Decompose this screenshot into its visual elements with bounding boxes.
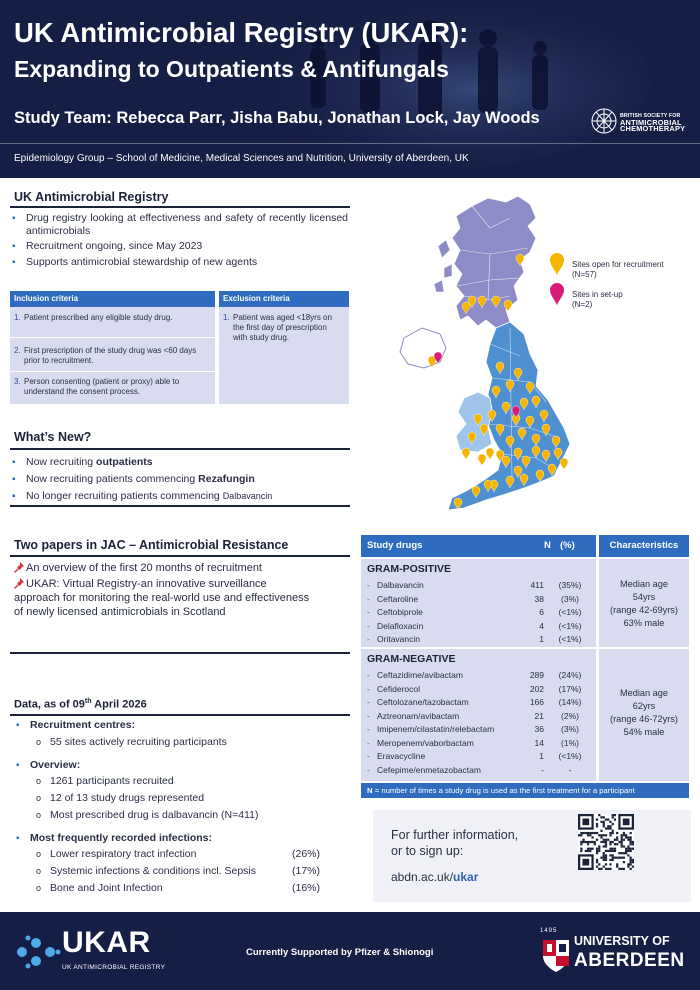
list-item: o 55 sites actively recruiting participants xyxy=(14,734,350,751)
drug-count: 14 xyxy=(534,737,544,748)
drug-name: Cefepime/enmetazobactam xyxy=(377,764,481,775)
papers-rule xyxy=(10,555,350,557)
whats-new-bottom-rule xyxy=(10,505,350,507)
drug-pct: (14%) xyxy=(558,697,582,707)
papers-bottom-rule xyxy=(10,652,350,654)
gram-positive-group: GRAM-POSITIVE - Dalbavancin 411 (35%) - Ceftaroline 38 (3%) - Ceftobiprole 6 (<1%) - Delafloxacin 4 (<1%) - Oritavancin 1 (<1%) xyxy=(361,559,596,647)
drug-pct: (3%) xyxy=(561,724,579,734)
drug-count: 36 xyxy=(534,724,544,734)
drug-pct: (<1%) xyxy=(558,751,582,761)
header-divider xyxy=(0,143,700,144)
study-team: Study Team: Rebecca Parr, Jisha Babu, Jonathan Lock, Jay Woods xyxy=(14,109,540,127)
legend-setup-pin-icon xyxy=(550,283,564,306)
characteristics-header: Characteristics xyxy=(599,535,689,557)
registry-bullets xyxy=(10,212,348,269)
drug-count: 21 xyxy=(534,710,544,721)
drug-count: 38 xyxy=(534,593,544,604)
drug-name: Ceftolozane/tazobactam xyxy=(377,697,469,707)
inclusion-item-3: 3. Person consenting (patient or proxy) able to understand the consent process. xyxy=(14,377,180,396)
support-text: Currently Supported by Pfizer & Shionogi xyxy=(246,947,434,958)
paper-item-2[interactable]: UKAR: Virtual Registry-an innovative surveillance approach for monitoring the real-world use and effectiveness of newly licensed antimicrobials in Scotland xyxy=(14,578,310,618)
uoa-line-2: ABERDEEN xyxy=(574,950,685,971)
drug-count: 289 xyxy=(529,670,544,680)
table-row: - Meropenem/vaborbactam 14 (1%) xyxy=(361,737,596,750)
list-item: ▪ Now recruiting patients commencing Rezafungin xyxy=(10,473,350,486)
table-row: - Cefiderocol 202 (17%) xyxy=(361,683,596,696)
list-item: o 12 of 13 study drugs represented xyxy=(14,790,350,807)
pushpin-icon xyxy=(14,578,24,589)
drug-pct: (17%) xyxy=(558,683,582,694)
drug-name: Dalbavancin xyxy=(377,580,424,590)
exclusion-header: Exclusion criteria xyxy=(219,291,349,307)
table-row: - Ceftobiprole 6 (<1%) xyxy=(361,606,596,619)
drug-count: 4 xyxy=(539,620,544,631)
table-row: - Ceftaroline 38 (3%) xyxy=(361,593,596,606)
drug-pct: (<1%) xyxy=(558,607,582,617)
drug-name: Meropenem/vaborbactam xyxy=(377,737,474,748)
exclusion-item-1: 1. Patient was aged <18yrs on the first day of prescription with study drug. xyxy=(223,313,332,342)
list-item: ▪ Now recruiting outpatients xyxy=(10,456,350,469)
affiliation: Epidemiology Group – School of Medicine, Medical Sciences and Nutrition, University of Aberdeen, UK xyxy=(14,153,469,164)
data-heading: Data, as of 09th April 2026 xyxy=(14,698,147,711)
site-open-pin xyxy=(560,458,568,470)
infection-row: o Lower respiratory tract infection (26%) xyxy=(14,846,350,863)
registry-heading: UK Antimicrobial Registry xyxy=(14,190,169,204)
list-item: ▪ Recruitment ongoing, since May 2023 xyxy=(10,240,348,253)
whats-new-rule xyxy=(10,448,350,450)
poster-title xyxy=(14,14,468,86)
recruitment-label: ▪ Recruitment centres: xyxy=(14,719,350,732)
site-open-pin xyxy=(486,448,494,460)
drug-name: Imipenem/cilastatin/relebactam xyxy=(377,724,495,734)
drug-count: 6 xyxy=(539,607,544,617)
table-row: - Cefepime/enmetazobactam - - xyxy=(361,764,596,777)
whats-new-list xyxy=(10,456,350,503)
table-row: - Eravacycline 1 (<1%) xyxy=(361,750,596,763)
list-item: ▪ No longer recruiting patients commencing Dalbavancin xyxy=(10,490,350,503)
signup-link[interactable]: abdn.ac.uk/ukar xyxy=(391,870,479,884)
drug-pct: (2%) xyxy=(561,710,579,721)
drug-pct: - xyxy=(568,764,572,775)
paper-item-1[interactable]: An overview of the first 20 months of recruitment xyxy=(14,561,344,575)
ukar-logo-sub: UK ANTIMICROBIAL REGISTRY xyxy=(62,964,166,971)
whats-new-heading: What’s New? xyxy=(14,430,92,444)
infection-row: o Bone and Joint Infection (16%) xyxy=(14,880,350,897)
overview-label: ▪ Overview: xyxy=(14,759,350,772)
drug-count: 202 xyxy=(529,683,544,694)
university-crest-icon xyxy=(540,930,572,974)
drug-count: 1 xyxy=(539,751,544,761)
table-row: - Dalbavancin 411 (35%) xyxy=(361,579,596,592)
site-open-pin xyxy=(462,448,470,460)
drug-pct: (35%) xyxy=(558,580,582,590)
drug-name: Ceftobiprole xyxy=(377,607,423,617)
ukar-logo-word: UKAR xyxy=(62,926,151,959)
uoa-year: 1495 xyxy=(540,928,558,934)
drug-table-footnote: N = number of times a study drug is used as the first treatment for a participant xyxy=(361,783,689,798)
drug-count: 166 xyxy=(529,697,544,707)
drug-pct: (<1%) xyxy=(558,634,582,644)
infection-row: o Systemic infections & conditions incl. Sepsis (17%) xyxy=(14,863,350,880)
drug-pct: (1%) xyxy=(561,737,579,748)
drug-name: Eravacycline xyxy=(377,751,426,761)
inclusion-item-1: 1. Patient prescribed any eligible study drug. xyxy=(14,313,173,322)
criteria-table xyxy=(10,291,349,404)
bsac-logo-text: BRITISH SOCIETY FOR ANTIMICROBIAL CHEMOTHERAPY xyxy=(620,113,686,134)
infections-label: ▪ Most frequently recorded infections: xyxy=(14,832,350,845)
poster-footer xyxy=(0,912,700,990)
legend-setup-label: Sites in set-up (N=2) xyxy=(572,290,623,309)
table-row: - Delafloxacin 4 (<1%) xyxy=(361,620,596,633)
inclusion-header: Inclusion criteria xyxy=(10,291,215,307)
gram-negative-group: GRAM-NEGATIVE - Ceftazidime/avibactam 289 (24%) - Cefiderocol 202 (17%) - Ceftolozane/tazobactam 166 (14%) - Aztreonam/avibactam 21 (2%) - Imipenem/cilastatin/relebactam 36 (3%) - Meropenem/vaborbactam 14 (1%) - Eravacycline 1 (<1%) - Cefepime/enmetazobactam - - xyxy=(361,649,596,781)
drug-name: Aztreonam/avibactam xyxy=(377,710,460,721)
table-row: - Imipenem/cilastatin/relebactam 36 (3%) xyxy=(361,723,596,736)
uoa-line-1: UNIVERSITY OF xyxy=(574,934,670,948)
drug-count: 411 xyxy=(530,580,544,590)
uk-sites-map xyxy=(360,188,690,530)
drug-count: - xyxy=(541,764,544,775)
list-item: ▪ Drug registry looking at effectiveness and safety of recently licensed antimicrobials xyxy=(10,212,348,238)
drug-name: Delafloxacin xyxy=(377,620,424,631)
registry-rule xyxy=(10,206,350,208)
table-row: - Ceftazidime/avibactam 289 (24%) xyxy=(361,669,596,682)
papers-heading: Two papers in JAC – Antimicrobial Resistance xyxy=(14,538,289,552)
poster-header xyxy=(0,0,700,178)
drug-pct: (<1%) xyxy=(558,620,582,631)
gram-negative-characteristics: Median age 62yrs (range 46-72yrs) 54% male xyxy=(599,649,689,781)
drug-table-header: Study drugs N (%) xyxy=(361,535,596,557)
info-text: For further information, or to sign up: xyxy=(391,828,519,858)
title-line-1: UK Antimicrobial Registry (UKAR): xyxy=(14,17,469,48)
drug-name: Oritavancin xyxy=(377,634,420,644)
list-item: o Most prescribed drug is dalbavancin (N=411) xyxy=(14,807,350,824)
site-open-pin xyxy=(478,454,486,466)
list-item: ▪ Supports antimicrobial stewardship of new agents xyxy=(10,256,348,269)
inclusion-item-2: 2. First prescription of the study drug was <60 days prior to recruitment. xyxy=(14,346,197,365)
pushpin-icon xyxy=(14,562,24,573)
drug-name: Ceftaroline xyxy=(377,593,419,604)
data-rule xyxy=(10,714,350,716)
ukar-molecule-icon xyxy=(14,932,62,972)
map-northern-ireland xyxy=(400,328,446,368)
drug-pct: (24%) xyxy=(558,670,582,680)
drug-name: Ceftazidime/avibactam xyxy=(377,670,463,680)
table-row: - Aztreonam/avibactam 21 (2%) xyxy=(361,710,596,723)
qr-code-icon[interactable] xyxy=(578,814,634,870)
title-line-2: Expanding to Outpatients & Antifungals xyxy=(14,56,449,82)
table-row: - Ceftolozane/tazobactam 166 (14%) xyxy=(361,696,596,709)
list-item: o 1261 participants recruited xyxy=(14,773,350,790)
legend-open-label: Sites open for recruitment (N=57) xyxy=(572,260,664,279)
info-box xyxy=(373,810,691,902)
gram-positive-characteristics: Median age 54yrs (range 42-69yrs) 63% male xyxy=(599,559,689,647)
drug-count: 1 xyxy=(539,634,544,644)
map-wales xyxy=(456,392,492,452)
drug-pct: (3%) xyxy=(561,593,579,604)
table-row: - Oritavancin 1 (<1%) xyxy=(361,633,596,646)
legend-open-pin-icon xyxy=(550,253,564,276)
data-list xyxy=(14,719,350,897)
drug-name: Cefiderocol xyxy=(377,683,420,694)
